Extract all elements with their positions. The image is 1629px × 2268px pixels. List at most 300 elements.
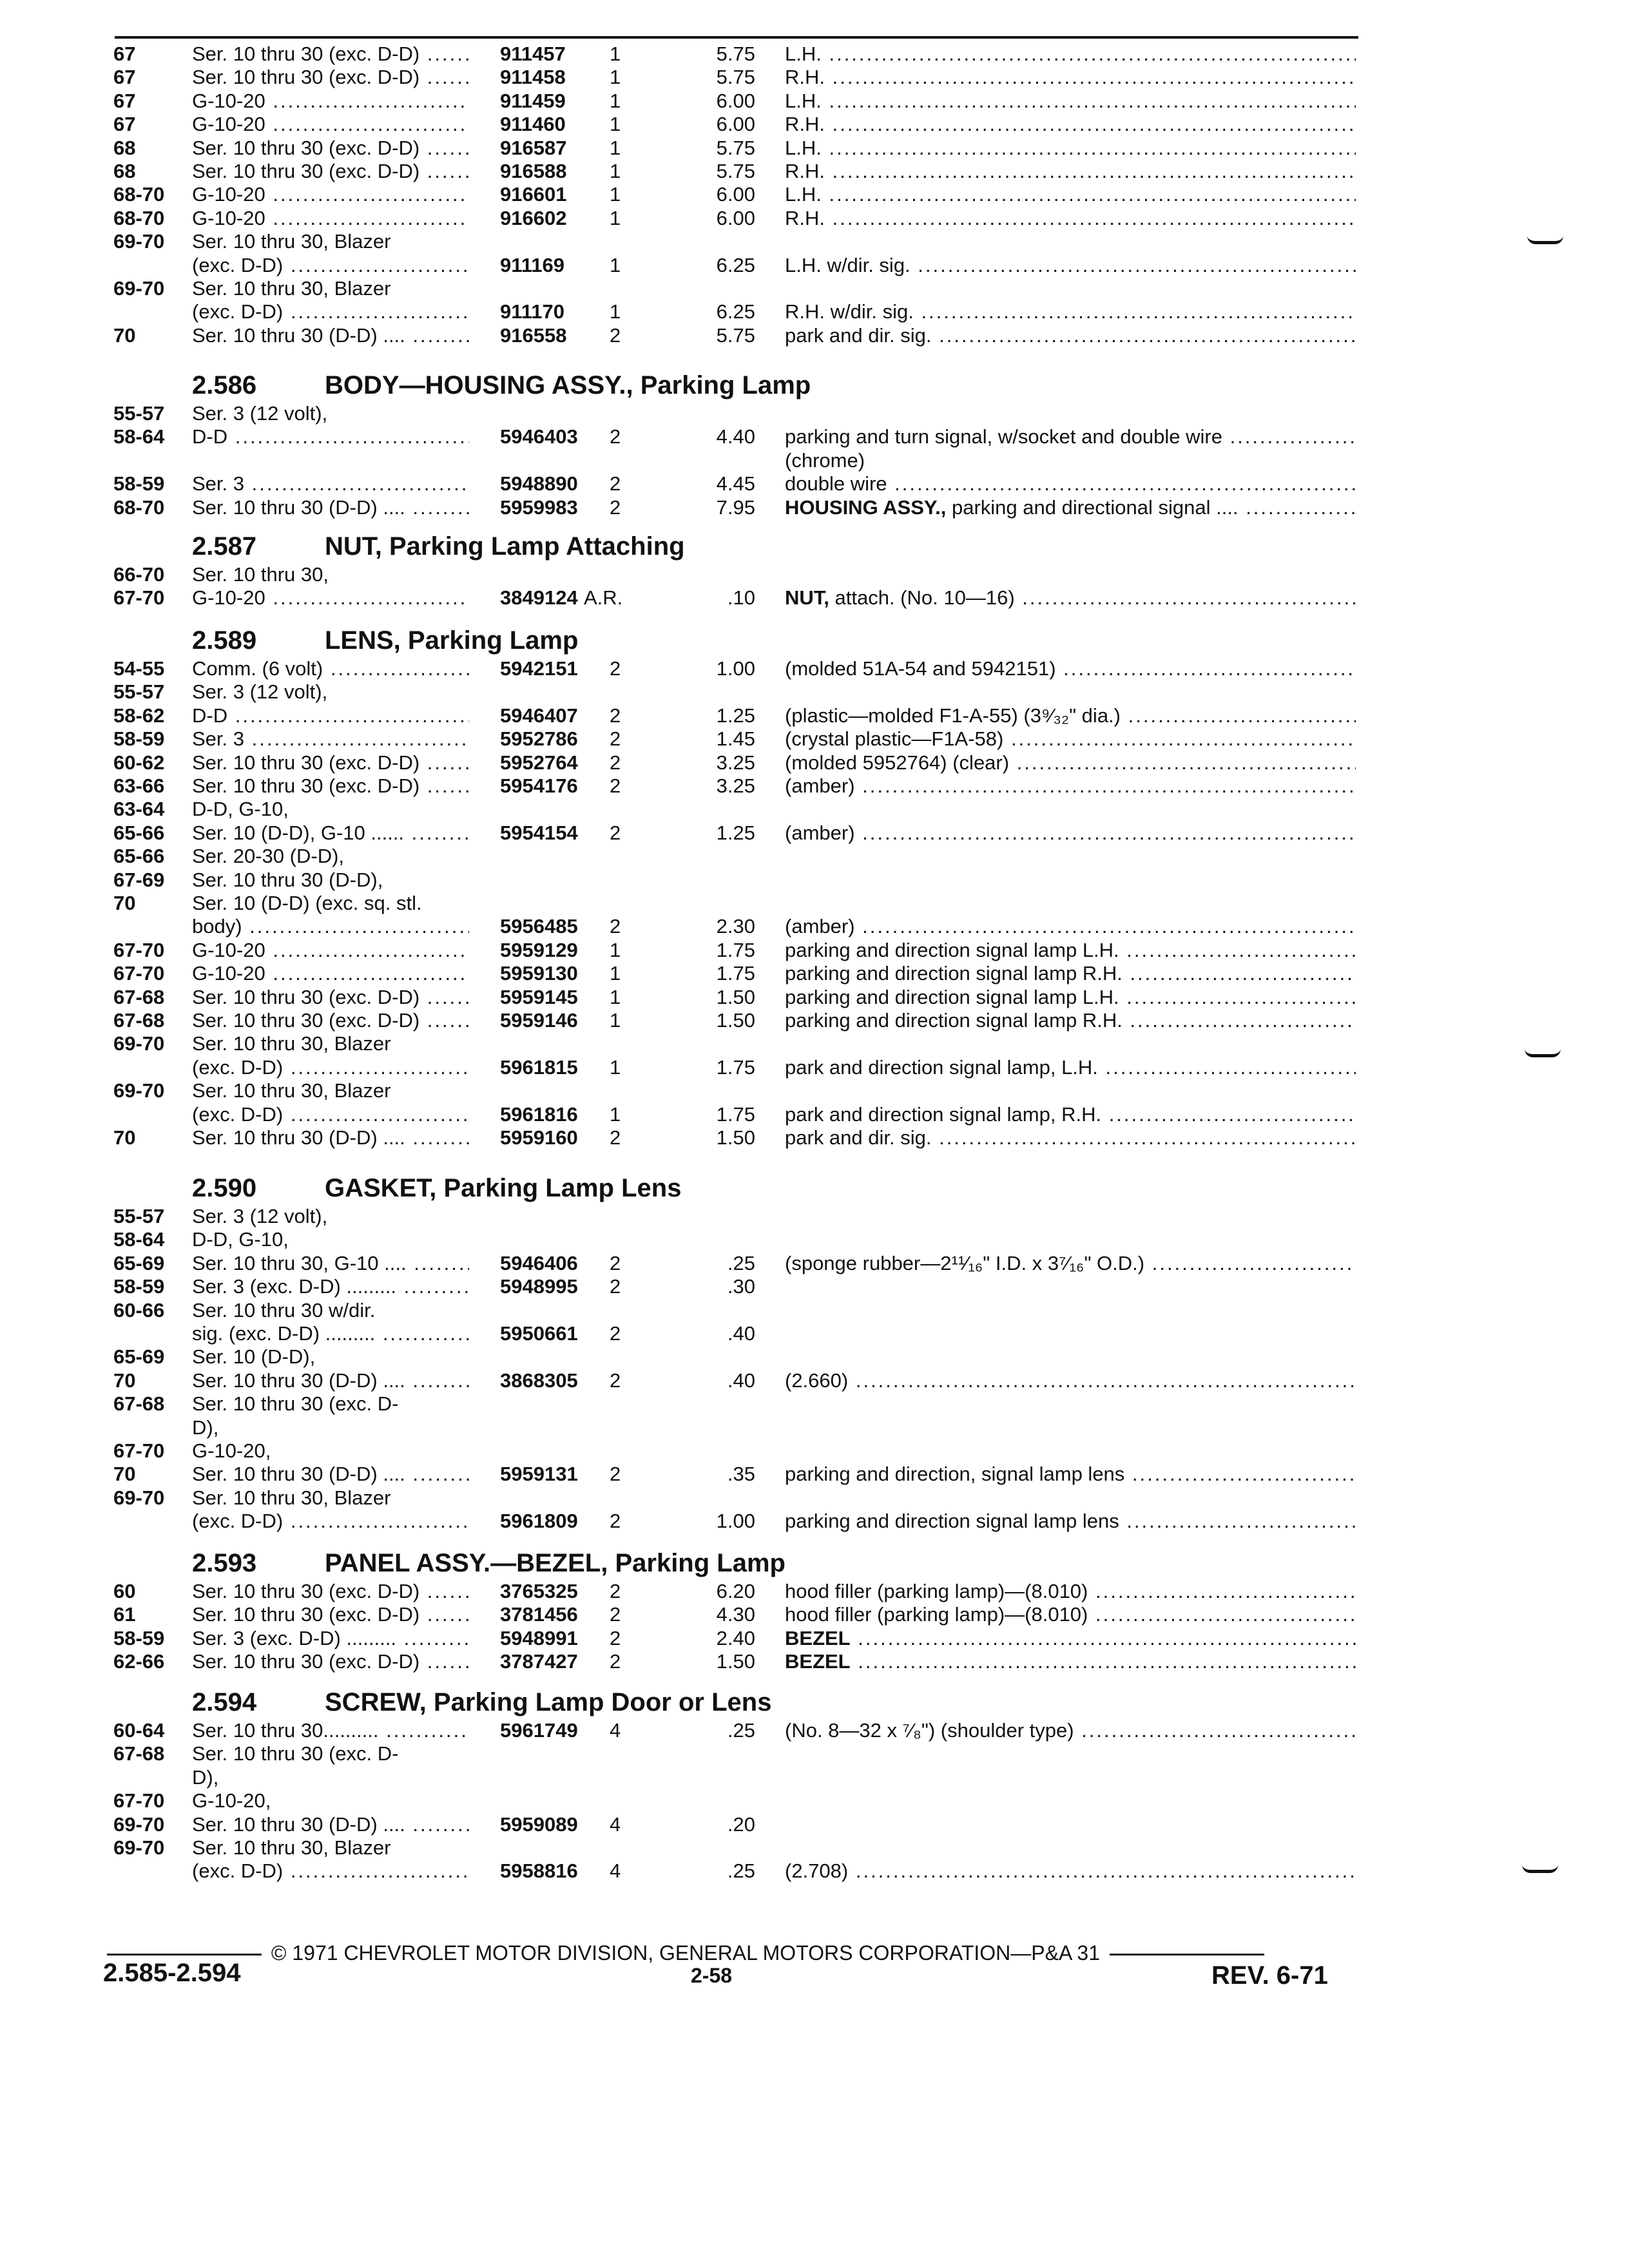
parts-row	[0, 1650, 1629, 1673]
section-title	[325, 370, 811, 401]
section-title	[325, 1173, 681, 1204]
list-price: 1.25	[716, 822, 755, 844]
model-application: (exc. D-D) .....	[192, 1860, 469, 1883]
list-price: 3.25	[716, 774, 755, 797]
description-text: (chrome)	[785, 449, 865, 472]
top-rule	[115, 36, 1358, 39]
model-application: Ser. 10 thru 30 (D-D) .... .....	[192, 1463, 469, 1486]
model-years: 70	[113, 1463, 136, 1485]
part-description	[785, 1650, 1356, 1673]
model-years: 66-70	[113, 563, 165, 586]
list-price: .40	[727, 1322, 755, 1345]
parts-row	[0, 845, 1629, 868]
model-application: G-10-20,	[192, 1439, 271, 1462]
part-number: 5942151	[500, 657, 578, 680]
part-description	[785, 774, 1356, 798]
description-text: R.H.	[785, 207, 825, 229]
parts-row	[0, 1126, 1629, 1149]
list-price: 6.25	[716, 254, 755, 276]
quantity: 1	[610, 986, 621, 1008]
model-application: G-10-20 .....	[192, 183, 469, 206]
model-years: 55-57	[113, 402, 165, 425]
parts-row	[0, 915, 1629, 938]
part-description	[785, 1252, 1356, 1275]
part-number: 5948991	[500, 1627, 578, 1649]
model-application: Ser. 10 thru 30, Blazer	[192, 230, 391, 253]
description-text: parking and direction signal lamp lens	[785, 1510, 1119, 1532]
parts-row	[0, 1742, 1629, 1765]
model-application: Ser. 10 thru 30 (D-D),	[192, 869, 383, 891]
description-text: parking and direction signal lamp R.H.	[785, 1009, 1123, 1032]
model-application: G-10-20 .....	[192, 939, 469, 962]
quantity: 1	[610, 66, 621, 88]
list-price: 6.25	[716, 300, 755, 323]
model-application: Ser. 10 (D-D),	[192, 1345, 316, 1368]
description-text: park and direction signal lamp, R.H.	[785, 1103, 1102, 1126]
quantity: 2	[610, 751, 621, 774]
model-years: 55-57	[113, 1205, 165, 1227]
model-application: Ser. 10 thru 30 (exc. D-D) .....	[192, 137, 469, 160]
model-years: 67-70	[113, 1439, 165, 1462]
description-text: L.H. w/dir. sig.	[785, 254, 911, 276]
model-years: 68-70	[113, 183, 165, 206]
parts-row	[0, 113, 1629, 136]
description-keyword: HOUSING ASSY.,	[785, 496, 947, 519]
parts-row	[0, 1627, 1629, 1650]
part-number: 5954176	[500, 774, 578, 797]
description-text: parking and directional signal ....	[946, 496, 1239, 519]
model-application: Ser. 3 .....	[192, 472, 469, 495]
model-application: Ser. 10 thru 30 (exc. D-D) .....	[192, 986, 469, 1009]
part-number: 911169	[500, 254, 565, 276]
part-description	[785, 962, 1356, 985]
model-years: 67-68	[113, 1392, 165, 1415]
part-description	[785, 986, 1356, 1009]
part-number: 5961815	[500, 1056, 578, 1079]
model-years: 67-68	[113, 1009, 165, 1032]
section-title-sub: Parking Lamp Attaching	[381, 532, 685, 561]
model-application: (exc. D-D) .....	[192, 300, 469, 323]
quantity: 1	[610, 300, 621, 323]
model-years: 67-70	[113, 939, 165, 961]
model-years: 65-66	[113, 845, 165, 867]
part-description	[785, 1009, 1356, 1032]
section-title-main: PANEL ASSY.—BEZEL,	[325, 1549, 608, 1577]
list-price: 6.20	[716, 1580, 755, 1602]
list-price: 6.00	[716, 113, 755, 135]
parts-row	[0, 1836, 1629, 1860]
model-application: G-10-20 .....	[192, 207, 469, 230]
model-application: Ser. 3 (exc. D-D) ......... .....	[192, 1275, 469, 1298]
description-text: parking and direction, signal lamp lens	[785, 1463, 1125, 1485]
revision-date: REV. 6-71	[1211, 1961, 1328, 1990]
section-title-sub: Parking Lamp Lens	[436, 1174, 682, 1202]
model-years: 67-70	[113, 962, 165, 985]
parts-row	[0, 1510, 1629, 1533]
model-application: Ser. 10 (D-D), G-10 ...... .....	[192, 822, 469, 845]
section-title-main: SCREW,	[325, 1688, 427, 1716]
quantity: 2	[610, 1580, 621, 1602]
part-description	[785, 657, 1356, 680]
parts-row	[0, 1603, 1629, 1626]
model-application: D-D .....	[192, 425, 469, 448]
parts-row	[0, 869, 1629, 892]
part-description	[785, 472, 1356, 495]
part-number: 5956485	[500, 915, 578, 937]
model-years: 54-55	[113, 657, 165, 680]
model-application: Ser. 10 thru 30.......... .....	[192, 1719, 469, 1742]
part-description	[785, 66, 1356, 89]
part-number: 3765325	[500, 1580, 578, 1602]
part-number: 5952786	[500, 727, 578, 750]
quantity: 1	[610, 90, 621, 112]
model-years: 67	[113, 90, 136, 112]
list-price: .25	[727, 1719, 755, 1742]
model-years: 67	[113, 66, 136, 88]
description-text: parking and direction signal lamp L.H.	[785, 986, 1119, 1008]
parts-row	[0, 1463, 1629, 1486]
list-price: 7.95	[716, 496, 755, 519]
model-application: Ser. 3 .....	[192, 727, 469, 751]
section-number: 2.594	[192, 1688, 257, 1716]
parts-row	[0, 1032, 1629, 1055]
quantity: 2	[610, 822, 621, 844]
part-number: 5961816	[500, 1103, 578, 1126]
part-number: 911457	[500, 43, 566, 65]
parts-row	[0, 160, 1629, 183]
description-text: L.H.	[785, 183, 822, 206]
description-text: (amber)	[785, 774, 855, 797]
description-text: R.H.	[785, 66, 825, 88]
list-price: .30	[727, 1275, 755, 1298]
part-description	[785, 1510, 1356, 1533]
parts-row	[0, 1439, 1629, 1463]
part-number: 5946403	[500, 425, 578, 448]
model-application: Ser. 3 (12 volt),	[192, 1205, 328, 1227]
description-keyword: BEZEL	[785, 1650, 851, 1673]
list-price: .20	[727, 1813, 755, 1836]
part-description	[785, 1463, 1356, 1486]
description-text: (sponge rubber—2¹¹⁄₁₆" I.D. x 3⁷⁄₁₆" O.D.)	[785, 1252, 1145, 1274]
model-years: 58-59	[113, 1275, 165, 1298]
model-years: 67-70	[113, 1789, 165, 1812]
part-number: 5954154	[500, 822, 578, 844]
model-application: D),	[192, 1416, 219, 1439]
list-price: 2.40	[716, 1627, 755, 1649]
part-number: 5959146	[500, 1009, 578, 1032]
section-number: 2.587	[192, 532, 257, 561]
quantity: 1	[610, 113, 621, 135]
model-application: G-10-20 .....	[192, 113, 469, 136]
part-description	[785, 1103, 1356, 1126]
description-text: (amber)	[785, 915, 855, 937]
description-text: L.H.	[785, 43, 822, 65]
quantity-as-required: A.R.	[584, 586, 623, 609]
list-price: .35	[727, 1463, 755, 1485]
parts-row	[0, 1009, 1629, 1032]
part-description	[785, 822, 1356, 845]
model-years: 60-66	[113, 1299, 165, 1321]
quantity: 2	[610, 1627, 621, 1649]
list-price: 1.75	[716, 939, 755, 961]
model-years: 67-68	[113, 986, 165, 1008]
parts-row	[0, 1299, 1629, 1322]
model-application: Ser. 10 thru 30, Blazer	[192, 277, 391, 300]
parts-row	[0, 939, 1629, 962]
section-number: 2.593	[192, 1549, 257, 1577]
description-text: R.H.	[785, 113, 825, 135]
model-application: sig. (exc. D-D) ......... .....	[192, 1322, 469, 1345]
model-years: 61	[113, 1603, 136, 1626]
model-years: 63-64	[113, 798, 165, 820]
parts-row	[0, 472, 1629, 495]
section-number: 2.590	[192, 1174, 257, 1202]
part-description	[785, 704, 1356, 727]
parts-row	[0, 425, 1629, 448]
section-title-sub: Parking Lamp Door or Lens	[426, 1688, 772, 1716]
quantity: 2	[610, 472, 621, 495]
model-application: Ser. 10 (D-D) (exc. sq. stl.	[192, 892, 422, 914]
part-number: 5959983	[500, 496, 578, 519]
description-text: (2.660)	[785, 1369, 849, 1392]
parts-row	[0, 1079, 1629, 1102]
quantity: 1	[610, 1056, 621, 1079]
parts-row	[0, 1860, 1629, 1883]
parts-row	[0, 1813, 1629, 1836]
model-application: G-10-20 .....	[192, 586, 469, 610]
parts-row	[0, 822, 1629, 845]
model-application: Ser. 10 thru 30 (D-D) .... .....	[192, 1813, 469, 1836]
list-price: 3.25	[716, 751, 755, 774]
quantity: 2	[610, 1510, 621, 1532]
quantity: 1	[610, 254, 621, 276]
part-description	[785, 1627, 1356, 1650]
part-number: 911459	[500, 90, 566, 112]
part-number: 5946407	[500, 704, 578, 727]
model-application: Ser. 10 thru 30 (exc. D-	[192, 1742, 399, 1765]
description-text: (crystal plastic—F1A-58)	[785, 727, 1004, 750]
model-application: Ser. 10 thru 30 (exc. D-D) .....	[192, 1009, 469, 1032]
description-text: hood filler (parking lamp)—(8.010)	[785, 1580, 1088, 1602]
model-years: 67	[113, 43, 136, 65]
list-price: .10	[727, 586, 755, 609]
model-application: Ser. 10 thru 30, G-10 .... .....	[192, 1252, 469, 1275]
parts-row	[0, 1345, 1629, 1369]
part-description	[785, 915, 1356, 938]
description-text: double wire	[785, 472, 887, 495]
description-text: (molded 51A-54 and 5942151)	[785, 657, 1056, 680]
quantity: 2	[610, 1275, 621, 1298]
model-years: 69-70	[113, 277, 165, 300]
quantity: 2	[610, 704, 621, 727]
parts-row	[0, 496, 1629, 519]
page-number: 2-58	[691, 1964, 733, 1987]
part-description	[785, 1860, 1356, 1883]
model-years: 69-70	[113, 1079, 165, 1102]
model-application: Ser. 10 thru 30 (D-D) .... .....	[192, 1369, 469, 1392]
part-number: 3781456	[500, 1603, 578, 1626]
quantity: 2	[610, 1650, 621, 1673]
description-text: park and dir. sig.	[785, 1126, 932, 1149]
description-text: (molded 5952764) (clear)	[785, 751, 1010, 774]
model-application: D-D, G-10,	[192, 798, 289, 820]
footer-copyright	[103, 1941, 1347, 1965]
model-application: Ser. 3 (12 volt),	[192, 680, 328, 703]
part-description	[785, 586, 1356, 610]
model-years: 58-59	[113, 1627, 165, 1649]
part-number: 916558	[500, 324, 567, 347]
part-number: 5948890	[500, 472, 578, 495]
parts-row	[0, 449, 1629, 472]
parts-row	[0, 657, 1629, 680]
section-title-main: LENS,	[325, 626, 401, 655]
model-application: Ser. 10 thru 30 (exc. D-D) .....	[192, 751, 469, 774]
parts-row	[0, 798, 1629, 821]
model-application: Ser. 10 thru 30 (exc. D-D) .....	[192, 1580, 469, 1603]
model-application: (exc. D-D) .....	[192, 1103, 469, 1126]
description-text: parking and direction signal lamp R.H.	[785, 962, 1123, 985]
model-application: Ser. 10 thru 30,	[192, 563, 329, 586]
list-price: 2.30	[716, 915, 755, 937]
model-years: 65-69	[113, 1252, 165, 1274]
model-years: 70	[113, 1126, 136, 1149]
model-application: Ser. 3 (exc. D-D) ......... .....	[192, 1627, 469, 1650]
list-price: 5.75	[716, 324, 755, 347]
section-title-sub: Parking Lamp	[633, 371, 811, 399]
footer-rule-left	[107, 1954, 262, 1956]
section-title	[325, 531, 685, 562]
model-years: 70	[113, 892, 136, 914]
model-application: D),	[192, 1766, 219, 1789]
parts-row	[0, 66, 1629, 89]
binder-hole-mark	[1522, 1865, 1558, 1873]
parts-row	[0, 704, 1629, 727]
model-years: 70	[113, 1369, 136, 1392]
list-price: 1.00	[716, 1510, 755, 1532]
copyright-text: © 1971 CHEVROLET MOTOR DIVISION, GENERAL MOTORS CORPORATION—P&A 31	[271, 1941, 1100, 1965]
part-number: 5959129	[500, 939, 578, 961]
quantity: 2	[610, 657, 621, 680]
model-application: D-D .....	[192, 704, 469, 727]
list-price: 6.00	[716, 90, 755, 112]
quantity: 2	[610, 1322, 621, 1345]
parts-row	[0, 1252, 1629, 1275]
model-application: (exc. D-D) .....	[192, 1056, 469, 1079]
quantity: 4	[610, 1813, 621, 1836]
part-number: 5959145	[500, 986, 578, 1008]
model-application: Ser. 10 thru 30 w/dir.	[192, 1299, 376, 1321]
parts-row	[0, 137, 1629, 160]
list-price: .25	[727, 1252, 755, 1274]
parts-row	[0, 774, 1629, 798]
model-application: G-10-20 .....	[192, 962, 469, 985]
description-text: hood filler (parking lamp)—(8.010)	[785, 1603, 1088, 1626]
list-price: 1.50	[716, 1126, 755, 1149]
section-range: 2.585-2.594	[103, 1959, 241, 1987]
part-number: 916602	[500, 207, 567, 229]
description-text: park and direction signal lamp, L.H.	[785, 1056, 1098, 1079]
parts-row	[0, 277, 1629, 300]
parts-row	[0, 1369, 1629, 1392]
parts-row	[0, 1486, 1629, 1510]
part-description	[785, 300, 1356, 323]
description-text: R.H.	[785, 160, 825, 182]
model-years: 58-64	[113, 425, 165, 448]
model-years: 58-62	[113, 704, 165, 727]
model-years: 62-66	[113, 1650, 165, 1673]
model-years: 58-59	[113, 727, 165, 750]
section-title	[325, 1687, 771, 1718]
parts-row	[0, 1416, 1629, 1439]
section-heading	[0, 531, 1629, 562]
parts-row	[0, 986, 1629, 1009]
section-heading	[0, 1548, 1629, 1579]
list-price: .40	[727, 1369, 755, 1392]
description-text: parking and turn signal, w/socket and double wire	[785, 425, 1222, 448]
model-years: 69-70	[113, 230, 165, 253]
list-price: 1.45	[716, 727, 755, 750]
quantity: 1	[610, 207, 621, 229]
model-application: body) .....	[192, 915, 469, 938]
description-text: parking and direction signal lamp L.H.	[785, 939, 1119, 961]
section-title	[325, 1548, 786, 1579]
model-years: 65-66	[113, 822, 165, 844]
parts-row	[0, 1392, 1629, 1416]
parts-row	[0, 1322, 1629, 1345]
section-heading	[0, 1687, 1629, 1718]
model-years: 68	[113, 160, 136, 182]
parts-row	[0, 207, 1629, 230]
parts-row	[0, 1719, 1629, 1742]
quantity: 2	[610, 324, 621, 347]
model-application: Ser. 10 thru 30 (exc. D-D) .....	[192, 1603, 469, 1626]
part-description	[785, 113, 1356, 136]
part-number: 5959089	[500, 1813, 578, 1836]
parts-row	[0, 90, 1629, 113]
parts-row	[0, 402, 1629, 425]
quantity: 1	[610, 939, 621, 961]
model-application: (exc. D-D) .....	[192, 1510, 469, 1533]
model-years: 69-70	[113, 1813, 165, 1836]
part-number: 3849124	[500, 586, 578, 609]
part-description	[785, 1580, 1356, 1603]
quantity: 1	[610, 962, 621, 985]
section-title-main: BODY—HOUSING ASSY.,	[325, 371, 633, 399]
parts-row	[0, 1205, 1629, 1228]
model-years: 67-68	[113, 1742, 165, 1765]
quantity: 1	[610, 160, 621, 182]
part-number: 5959131	[500, 1463, 578, 1485]
quantity: 1	[610, 43, 621, 65]
list-price: 1.75	[716, 1103, 755, 1126]
part-number: 5952764	[500, 751, 578, 774]
list-price: 6.00	[716, 183, 755, 206]
section-title-main: GASKET,	[325, 1174, 437, 1202]
parts-row	[0, 751, 1629, 774]
binder-hole-mark	[1525, 1049, 1561, 1057]
part-number: 5959130	[500, 962, 578, 985]
model-years: 68-70	[113, 207, 165, 229]
parts-row	[0, 1789, 1629, 1812]
list-price: 1.75	[716, 962, 755, 985]
quantity: 1	[610, 1009, 621, 1032]
parts-row	[0, 230, 1629, 253]
quantity: 4	[610, 1860, 621, 1882]
list-price: 1.50	[716, 1650, 755, 1673]
model-application: Ser. 10 thru 30 (D-D) .... .....	[192, 1126, 469, 1149]
model-application: Ser. 10 thru 30 (exc. D-D) .....	[192, 66, 469, 89]
model-application: G-10-20,	[192, 1789, 271, 1812]
